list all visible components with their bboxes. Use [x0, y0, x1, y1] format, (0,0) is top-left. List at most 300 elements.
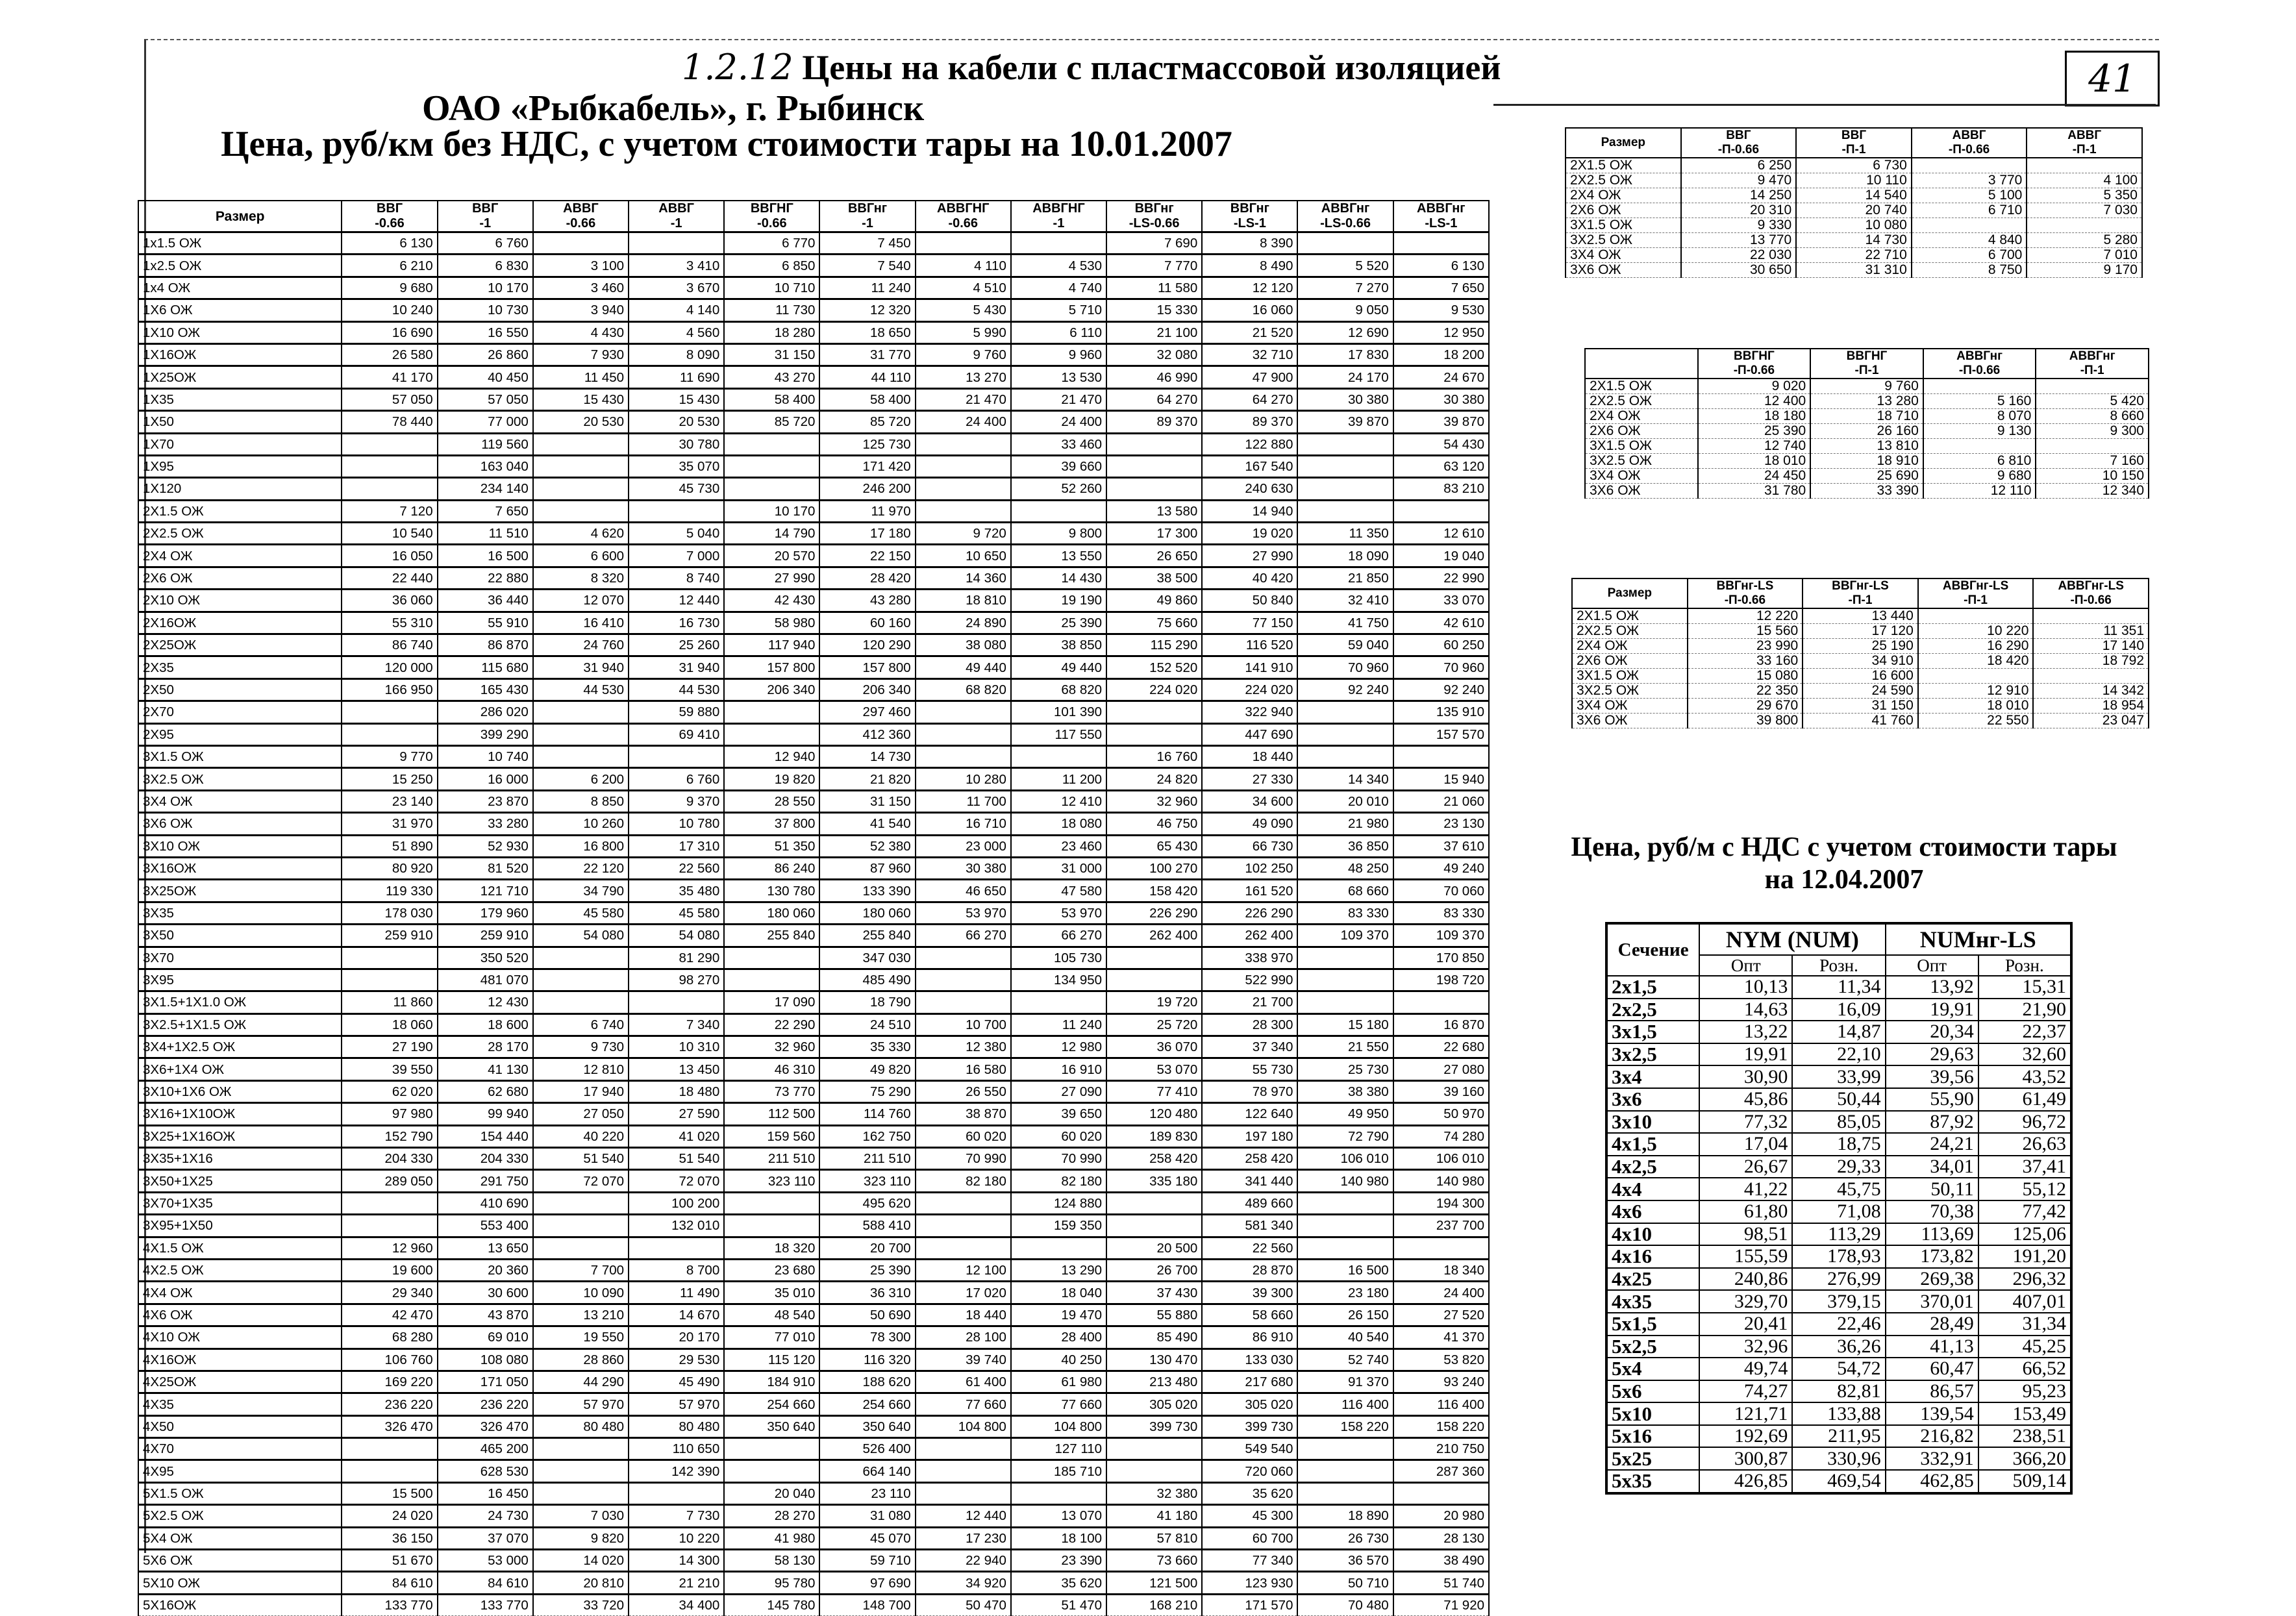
price-cell: 28 170: [438, 1036, 533, 1058]
price-cell: 14 670: [629, 1304, 724, 1326]
column-header-brand: АВВГНГ: [1032, 201, 1085, 216]
table-row: [138, 745, 1489, 767]
price-cell: 213 480: [1106, 1371, 1202, 1393]
table-row: [1606, 1200, 2071, 1223]
price-cell: 20 740: [1796, 203, 1912, 218]
price-cell: 58 400: [819, 388, 915, 410]
price-cell: 32 080: [1106, 343, 1202, 366]
table-row: [138, 232, 1489, 255]
table-row: [1606, 1178, 2071, 1200]
price-cell: 526 400: [819, 1438, 915, 1460]
price-cell: 24 450: [1698, 469, 1811, 484]
price-cell: 41,13: [1886, 1336, 1978, 1358]
price-cell: 17,04: [1699, 1133, 1792, 1156]
price-cell: 27 520: [1393, 1304, 1489, 1326]
price-cell: [724, 701, 819, 723]
price-cell: [1923, 439, 2036, 454]
column-header-line1: АВВГнг-LS: [2058, 579, 2124, 593]
table-row: [138, 857, 1489, 879]
price-cell: 41 020: [629, 1125, 724, 1147]
row-group: [138, 500, 1489, 745]
price-cell: 11 240: [819, 277, 915, 299]
price-cell: 8 700: [629, 1259, 724, 1281]
column-header-line1: ВВГНГ: [1734, 349, 1775, 363]
price-cell: 39 870: [1393, 411, 1489, 433]
section-cell: 5х6: [1606, 1380, 1699, 1403]
price-cell: [629, 991, 724, 1013]
price-cell: 469,54: [1792, 1470, 1885, 1493]
price-cell: 350 640: [724, 1415, 819, 1437]
table-row: [1566, 218, 2142, 233]
size-cell: 2Х6 ОЖ: [1572, 654, 1688, 669]
price-cell: 36 070: [1106, 1036, 1202, 1058]
price-cell: 24 590: [1803, 684, 1918, 699]
price-cell: 12 440: [916, 1505, 1011, 1527]
size-cell: 3Х2.5 ОЖ: [138, 768, 342, 790]
column-header-voltage: -0.66: [757, 216, 787, 230]
size-cell: 3Х25ОЖ: [138, 880, 342, 902]
price-cell: 106 760: [342, 1349, 437, 1371]
table-row: [1606, 1470, 2071, 1493]
price-cell: 10 090: [533, 1282, 629, 1304]
price-cell: 16 710: [916, 813, 1011, 835]
price-cell: 34 910: [1803, 654, 1918, 669]
size-cell: 5Х1.5 ОЖ: [138, 1482, 342, 1504]
column-header: [438, 201, 533, 232]
price-cell: 14 940: [1202, 500, 1297, 522]
price-cell: 7 160: [2036, 454, 2149, 469]
price-cell: 87,92: [1886, 1111, 1978, 1134]
column-header: [1803, 578, 1918, 608]
price-cell: 120 290: [819, 634, 915, 656]
price-cell: 26 730: [1297, 1527, 1393, 1549]
price-cell: 379,15: [1792, 1290, 1885, 1313]
column-header-numng: NUMнг-LS: [1886, 923, 2071, 955]
price-cell: [533, 1237, 629, 1259]
price-cell: 19 470: [1011, 1304, 1106, 1326]
price-cell: 31 310: [1796, 263, 1912, 278]
price-cell: 31 150: [724, 343, 819, 366]
price-cell: 66,52: [1978, 1358, 2071, 1380]
price-cell: 109 370: [1297, 925, 1393, 947]
price-cell: 8 390: [1202, 232, 1297, 255]
price-cell: 15 080: [1688, 669, 1803, 684]
price-cell: [1297, 433, 1393, 455]
price-cell: 14 020: [533, 1550, 629, 1572]
price-cell: 113,69: [1886, 1223, 1978, 1246]
price-cell: 7 010: [2027, 248, 2142, 263]
price-cell: 10 170: [438, 277, 533, 299]
price-cell: 18 954: [2033, 699, 2149, 714]
table-row: [1606, 1268, 2071, 1291]
price-cell: 10,13: [1699, 976, 1792, 999]
price-cell: 11 860: [342, 991, 437, 1013]
price-cell: 12 400: [1698, 394, 1811, 409]
price-cell: 65 430: [1106, 835, 1202, 857]
price-cell: 255 840: [724, 925, 819, 947]
price-cell: [724, 478, 819, 500]
price-cell: 22 990: [1393, 567, 1489, 589]
price-cell: 7 700: [533, 1259, 629, 1281]
price-cell: 26 580: [342, 343, 437, 366]
price-cell: [533, 1215, 629, 1237]
price-cell: [533, 723, 629, 745]
price-cell: 25 190: [1803, 639, 1918, 654]
price-cell: 11 490: [629, 1282, 724, 1304]
price-cell: 350 520: [438, 947, 533, 969]
price-cell: 78 440: [342, 411, 437, 433]
price-cell: 58 400: [724, 388, 819, 410]
section-cell: 5х2,5: [1606, 1336, 1699, 1358]
price-cell: [1297, 1460, 1393, 1482]
price-cell: 64 270: [1106, 388, 1202, 410]
price-cell: 10 740: [438, 745, 533, 767]
price-cell: 323 110: [724, 1170, 819, 1192]
price-cell: 13 580: [1106, 500, 1202, 522]
table-row: [138, 1170, 1489, 1192]
price-cell: 28 300: [1202, 1013, 1297, 1036]
column-header-line2: -П-1: [1841, 143, 1866, 156]
size-cell: 4Х25ОЖ: [138, 1371, 342, 1393]
price-cell: 70,38: [1886, 1200, 1978, 1223]
price-cell: 20 170: [629, 1326, 724, 1349]
price-cell: 70 990: [1011, 1148, 1106, 1170]
table-row: [138, 1371, 1489, 1393]
price-cell: 17 830: [1297, 343, 1393, 366]
price-cell: 12 440: [629, 590, 724, 612]
price-cell: 46 650: [916, 880, 1011, 902]
price-cell: 29,63: [1886, 1043, 1978, 1066]
table-row: [1572, 639, 2149, 654]
price-cell: 45 730: [629, 478, 724, 500]
price-cell: 116 320: [819, 1349, 915, 1371]
price-cell: 157 800: [819, 656, 915, 678]
price-cell: 39 740: [916, 1349, 1011, 1371]
price-cell: 28 400: [1011, 1326, 1106, 1349]
price-cell: 9 530: [1393, 299, 1489, 321]
price-cell: 12 810: [533, 1058, 629, 1080]
price-cell: 16 580: [916, 1058, 1011, 1080]
column-header-voltage: -1: [670, 216, 682, 230]
price-cell: 51 470: [1011, 1594, 1106, 1615]
price-cell: 49 090: [1202, 813, 1297, 835]
price-cell: [724, 723, 819, 745]
price-cell: 115 290: [1106, 634, 1202, 656]
price-cell: 10 150: [2036, 469, 2149, 484]
price-cell: [916, 478, 1011, 500]
price-cell: 116 520: [1202, 634, 1297, 656]
price-cell: 17 310: [629, 835, 724, 857]
price-cell: 53 970: [1011, 902, 1106, 924]
price-cell: 18 710: [1810, 409, 1923, 424]
column-header-line1: ВВГ: [1841, 129, 1867, 142]
price-cell: 211 510: [819, 1148, 915, 1170]
price-cell: 158 220: [1393, 1415, 1489, 1437]
price-cell: 9 960: [1011, 343, 1106, 366]
price-cell: 10 110: [1796, 173, 1912, 188]
price-cell: 16 500: [1297, 1259, 1393, 1281]
price-cell: 21 100: [1106, 321, 1202, 343]
price-cell: 117 940: [724, 634, 819, 656]
price-cell: 9 330: [1681, 218, 1797, 233]
table-row: [138, 1237, 1489, 1259]
price-cell: 15 430: [533, 388, 629, 410]
price-cell: 26 160: [1810, 424, 1923, 439]
price-cell: 16 910: [1011, 1058, 1106, 1080]
price-cell: 47 580: [1011, 880, 1106, 902]
size-cell: 2Х95: [138, 723, 342, 745]
price-cell: 9 720: [916, 523, 1011, 545]
price-cell: 184 910: [724, 1371, 819, 1393]
price-cell: 30 600: [438, 1282, 533, 1304]
price-cell: 45 580: [533, 902, 629, 924]
price-cell: 70 990: [916, 1148, 1011, 1170]
price-cell: 115 120: [724, 1349, 819, 1371]
price-cell: 53 820: [1393, 1349, 1489, 1371]
price-cell: 52 930: [438, 835, 533, 857]
price-cell: [916, 1482, 1011, 1504]
size-cell: 4Х50: [138, 1415, 342, 1437]
price-cell: 426,85: [1699, 1470, 1792, 1493]
price-cell: [1393, 1237, 1489, 1259]
price-cell: 45 300: [1202, 1505, 1297, 1527]
price-cell: 246 200: [819, 478, 915, 500]
column-header: [2027, 128, 2142, 158]
size-cell: 2Х6 ОЖ: [1585, 424, 1698, 439]
table-row: [138, 1282, 1489, 1304]
price-cell: 16 800: [533, 835, 629, 857]
table-row: [1606, 1133, 2071, 1156]
table-row: [1606, 1088, 2071, 1111]
price-cell: 27 080: [1393, 1058, 1489, 1080]
price-cell: 22 550: [1918, 714, 2034, 728]
price-cell: [1918, 669, 2034, 684]
price-cell: 135 910: [1393, 701, 1489, 723]
price-cell: 58 130: [724, 1550, 819, 1572]
price-cell: 234 140: [438, 478, 533, 500]
price-cell: 18 180: [1698, 409, 1811, 424]
price-cell: 22,10: [1792, 1043, 1885, 1066]
price-cell: 23 390: [1011, 1550, 1106, 1572]
price-cell: 40 420: [1202, 567, 1297, 589]
price-cell: 34 790: [533, 880, 629, 902]
price-cell: 21 470: [916, 388, 1011, 410]
price-cell: 9 370: [629, 790, 724, 812]
price-cell: 120 000: [342, 656, 437, 678]
price-cell: 115 680: [438, 656, 533, 678]
price-cell: 24 760: [533, 634, 629, 656]
price-cell: 481 070: [438, 969, 533, 991]
price-cell: 157 570: [1393, 723, 1489, 745]
price-cell: [916, 745, 1011, 767]
size-cell: 2Х4 ОЖ: [138, 545, 342, 567]
table-row: [138, 1460, 1489, 1482]
price-cell: 322 940: [1202, 701, 1297, 723]
price-cell: 59 710: [819, 1550, 915, 1572]
price-cell: 22 680: [1393, 1036, 1489, 1058]
column-subheader: Розн.: [1792, 955, 1885, 976]
price-cell: [342, 1438, 437, 1460]
price-cell: 6 830: [438, 255, 533, 277]
price-cell: 341 440: [1202, 1170, 1297, 1192]
price-cell: 4 620: [533, 523, 629, 545]
table-row: [138, 1148, 1489, 1170]
price-cell: 30 380: [1297, 388, 1393, 410]
price-cell: 35 620: [1202, 1482, 1297, 1504]
price-cell: 12 380: [916, 1036, 1011, 1058]
price-cell: 8 740: [629, 567, 724, 589]
table-row: [138, 1527, 1489, 1549]
price-cell: [1011, 500, 1106, 522]
price-cell: [1297, 1482, 1393, 1504]
price-cell: 153,49: [1978, 1402, 2071, 1425]
table-row: [138, 1080, 1489, 1102]
price-cell: 14 730: [1796, 233, 1912, 248]
price-cell: 60 160: [819, 612, 915, 634]
price-cell: 27 590: [629, 1103, 724, 1125]
price-cell: 8 850: [533, 790, 629, 812]
price-cell: 28 550: [724, 790, 819, 812]
price-cell: 11 350: [1297, 523, 1393, 545]
price-cell: 287 360: [1393, 1460, 1489, 1482]
price-cell: [724, 1215, 819, 1237]
price-cell: 27 090: [1011, 1080, 1106, 1102]
column-header-line1: ВВГНГ: [1846, 349, 1888, 363]
price-cell: 16 600: [1803, 669, 1918, 684]
price-cell: 5 280: [2027, 233, 2142, 248]
price-cell: 407,01: [1978, 1290, 2071, 1313]
price-cell: 68 820: [916, 678, 1011, 701]
price-cell: [724, 455, 819, 477]
price-cell: 226 290: [1202, 902, 1297, 924]
size-cell: 3Х50+1Х25: [138, 1170, 342, 1192]
price-cell: 9 770: [342, 745, 437, 767]
table-row: [138, 255, 1489, 277]
section-cell: 4х6: [1606, 1200, 1699, 1223]
price-cell: 41 130: [438, 1058, 533, 1080]
price-cell: 189 830: [1106, 1125, 1202, 1147]
size-cell: 1Х50: [138, 411, 342, 433]
price-cell: 77 010: [724, 1326, 819, 1349]
price-cell: 291 750: [438, 1170, 533, 1192]
price-cell: 18 280: [724, 321, 819, 343]
size-cell: 3Х10+1Х6 ОЖ: [138, 1080, 342, 1102]
price-cell: 34 600: [1202, 790, 1297, 812]
price-cell: 91 370: [1297, 1371, 1393, 1393]
price-cell: 22 940: [916, 1550, 1011, 1572]
price-cell: 13 770: [1681, 233, 1797, 248]
size-cell: 3Х70+1Х35: [138, 1192, 342, 1214]
table-row: [138, 1438, 1489, 1460]
price-cell: 31 940: [629, 656, 724, 678]
price-cell: 41 370: [1393, 1326, 1489, 1349]
price-cell: 27 050: [533, 1103, 629, 1125]
price-cell: 26 550: [916, 1080, 1011, 1102]
section-cell: 5х25: [1606, 1447, 1699, 1470]
column-header-line1: АВВГнг: [2069, 349, 2115, 363]
price-cell: 57 970: [533, 1393, 629, 1415]
price-cell: [724, 433, 819, 455]
price-cell: 82,81: [1792, 1380, 1885, 1403]
price-cell: 16,09: [1792, 999, 1885, 1021]
price-cell: [342, 455, 437, 477]
price-cell: 7 120: [342, 500, 437, 522]
price-cell: 44 110: [819, 366, 915, 388]
price-cell: 21 210: [629, 1572, 724, 1594]
price-cell: 12 940: [724, 745, 819, 767]
size-cell: 5Х6 ОЖ: [138, 1550, 342, 1572]
price-cell: 28,49: [1886, 1313, 1978, 1336]
column-header-brand: ВВГнг: [1230, 201, 1269, 216]
price-cell: 125 730: [819, 433, 915, 455]
price-cell: 7 340: [629, 1013, 724, 1036]
size-cell: 1Х25ОЖ: [138, 366, 342, 388]
price-cell: 323 110: [819, 1170, 915, 1192]
price-cell: 462,85: [1886, 1470, 1978, 1493]
price-cell: 48 250: [1297, 857, 1393, 879]
price-cell: 29 340: [342, 1282, 437, 1304]
column-header-brand: ВВГнг: [847, 201, 888, 216]
price-cell: 11 970: [819, 500, 915, 522]
price-cell: 45 580: [629, 902, 724, 924]
column-header-line2: -П-0.66: [1717, 143, 1760, 156]
size-cell: 5Х2.5 ОЖ: [138, 1505, 342, 1527]
column-header-line2: -П-0.66: [1958, 364, 2001, 377]
price-cell: 72 070: [629, 1170, 724, 1192]
table-row: [1566, 248, 2142, 263]
price-cell: 49 440: [1011, 656, 1106, 678]
price-cell: 36 850: [1297, 835, 1393, 857]
price-cell: [1106, 455, 1202, 477]
price-cell: 21,90: [1978, 999, 2071, 1021]
price-cell: 20 040: [724, 1482, 819, 1504]
price-cell: 32 410: [1297, 590, 1393, 612]
price-cell: 77 150: [1202, 612, 1297, 634]
table-row: [1606, 1447, 2071, 1470]
price-cell: 55 910: [438, 612, 533, 634]
price-cell: [1011, 1237, 1106, 1259]
price-cell: [1297, 500, 1393, 522]
price-cell: 21 820: [819, 768, 915, 790]
size-cell: 3Х25+1Х16ОЖ: [138, 1125, 342, 1147]
table-row: [138, 612, 1489, 634]
table-row: [138, 790, 1489, 812]
price-cell: 121,71: [1699, 1402, 1792, 1425]
price-cell: 13,92: [1886, 976, 1978, 999]
table-row: [1585, 379, 2149, 394]
price-cell: 21 700: [1202, 991, 1297, 1013]
price-cell: 35 480: [629, 880, 724, 902]
price-cell: [724, 969, 819, 991]
price-cell: 9 730: [533, 1036, 629, 1058]
price-cell: 34 920: [916, 1572, 1011, 1594]
price-cell: 51 540: [629, 1148, 724, 1170]
price-cell: [1297, 1192, 1393, 1214]
price-cell: 119 560: [438, 433, 533, 455]
price-cell: [1106, 1215, 1202, 1237]
price-cell: 6 600: [533, 545, 629, 567]
price-cell: 31,34: [1978, 1313, 2071, 1336]
price-cell: 329,70: [1699, 1290, 1792, 1313]
price-cell: 4 110: [916, 255, 1011, 277]
price-cell: 326 470: [438, 1415, 533, 1437]
column-header: [1106, 201, 1202, 232]
price-cell: 22 120: [533, 857, 629, 879]
price-cell: 17 940: [533, 1080, 629, 1102]
price-cell: [342, 1192, 437, 1214]
price-cell: 97 980: [342, 1103, 437, 1125]
price-cell: 98 270: [629, 969, 724, 991]
